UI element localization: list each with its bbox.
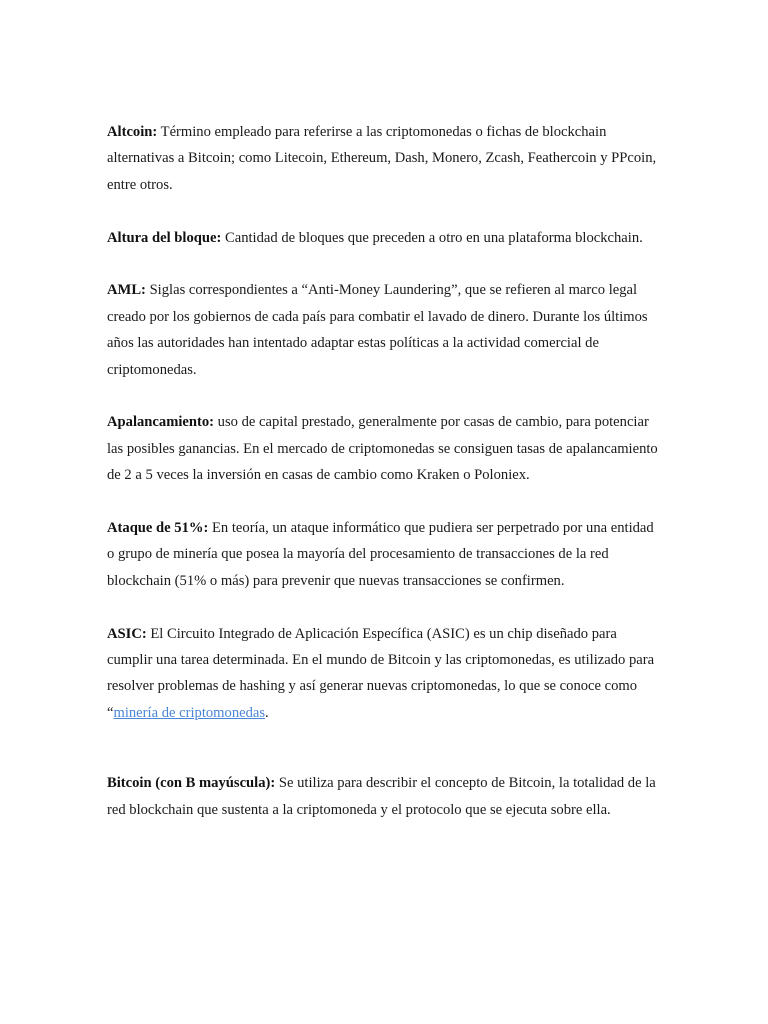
entry-definition: En teoría, un ataque informático que pudiera ser perpetrado por una entidad o grupo de minería que posea la mayoría del procesamiento de transacciones de la red blockchain (51% o más) para prevenir que nuevas transacciones se confirmen. xyxy=(107,520,654,589)
entry-definition: Siglas correspondientes a “Anti-Money Laundering”, que se refieren al marco legal creado por los gobiernos de cada país para combatir el lavado de dinero. Durante los últimos años las autoridades han intentado adaptar estas políticas a la actividad comercial de criptomonedas. xyxy=(107,282,648,378)
document-page xyxy=(107,119,663,849)
glossary-entry-aml xyxy=(107,277,663,383)
glossary-entry-apalancamiento xyxy=(107,409,663,488)
entry-term: Altura del bloque: xyxy=(107,229,222,246)
entry-definition: Se utiliza para describir el concepto de Bitcoin, la totalidad de la red blockchain que sustenta a la criptomoneda y el protocolo que se ejecuta sobre ella. xyxy=(107,775,656,818)
glossary-entry-asic xyxy=(107,621,663,727)
entry-term: Apalancamiento: xyxy=(107,414,215,431)
entry-definition: Cantidad de bloques que preceden a otro en una plataforma blockchain. xyxy=(221,229,643,246)
glossary-entry-altura-del-bloque xyxy=(107,225,663,251)
entry-term: Bitcoin (con B mayúscula): xyxy=(107,775,276,792)
glossary-entry-bitcoin xyxy=(107,770,663,823)
entry-term: Ataque de 51%: xyxy=(107,520,209,537)
entry-definition: El Circuito Integrado de Aplicación Específica (ASIC) es un chip diseñado para cumplir una tarea determinada. En el mundo de Bitcoin y las criptomonedas, es utilizado para resolver problemas de hashing y así generar nuevas criptomonedas, lo que se conoce como “ xyxy=(107,625,655,721)
glossary-entry-altcoin xyxy=(107,119,663,198)
entry-term: Altcoin: xyxy=(107,124,158,140)
entry-term: AML: xyxy=(107,282,146,299)
mineria-link[interactable]: minería de criptomonedas xyxy=(113,704,266,721)
entry-definition: Término empleado para referirse a las criptomonedas o fichas de blockchain alternativas a Bitcoin; como Litecoin, Ethereum, Dash, Monero, Zcash, Feathercoin y PPcoin, entre otros. xyxy=(107,124,657,193)
glossary-entry-ataque-51 xyxy=(107,515,663,594)
entry-term: ASIC: xyxy=(107,625,147,642)
entry-definition-end: . xyxy=(265,704,269,721)
entry-definition: uso de capital prestado, generalmente por casas de cambio, para potenciar las posibles ganancias. En el mercado de criptomonedas se consiguen tasas de apalancamiento de 2 a 5 veces la inversión en casas de cambio como Kraken o Poloniex. xyxy=(107,414,658,484)
